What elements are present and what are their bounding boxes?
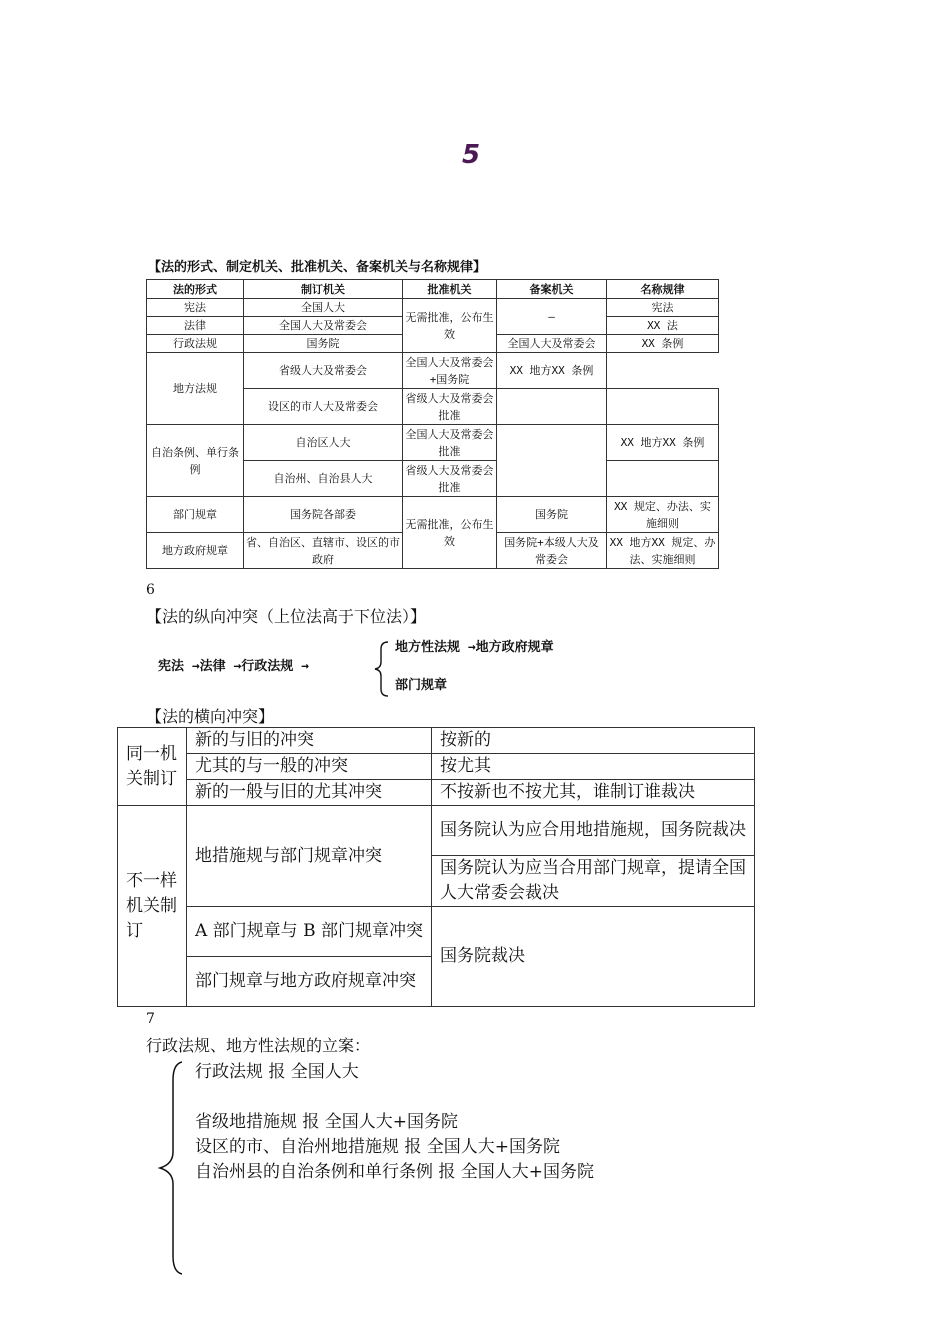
naming-cell xyxy=(607,461,719,497)
maker-cell: 全国人大 xyxy=(244,299,403,317)
form-cell: 法律 xyxy=(147,317,244,335)
naming-cell: XX 地方XX 条例 xyxy=(497,353,607,389)
section7-number: 7 xyxy=(146,1011,155,1027)
rule-cell: 国务院认为应当合用部门规章，提请全国人大常委会裁决 xyxy=(432,856,755,907)
table-header-row xyxy=(147,280,719,299)
table-row xyxy=(118,754,755,780)
maker-cell: 省、自治区、直辖市、设区的市政府 xyxy=(244,533,403,569)
table-row xyxy=(118,907,755,957)
approval-cell: 无需批准，公布生效 xyxy=(403,299,497,353)
case-cell: 尤其的与一般的冲突 xyxy=(187,754,432,780)
rule-cell: 按新的 xyxy=(432,728,755,754)
form-cell: 宪法 xyxy=(147,299,244,317)
maker-cell: 设区的市人大及常委会 xyxy=(244,389,403,425)
filing-item: 自治州县的自治条例和单行条例 报 全国人大+国务院 xyxy=(195,1162,595,1182)
case-cell: 新的与旧的冲突 xyxy=(187,728,432,754)
maker-cell: 自治区人大 xyxy=(244,425,403,461)
table-row xyxy=(147,299,719,317)
filing-cell: 国务院+本级人大及常委会 xyxy=(497,533,607,569)
approval-cell: 省级人大及常委会批准 xyxy=(403,389,497,425)
table-row xyxy=(147,353,719,389)
naming-cell: XX 地方XX 规定、办法、实施细则 xyxy=(607,533,719,569)
brace-icon xyxy=(156,1060,186,1276)
naming-cell: XX 地方XX 条例 xyxy=(607,425,719,461)
maker-cell: 国务院 xyxy=(244,335,403,353)
rule-cell: 不按新也不按尤其，谁制订谁裁决 xyxy=(432,780,755,806)
header-cell: 备案机关 xyxy=(497,280,607,299)
page-number: 5 xyxy=(462,140,481,170)
horizontal-title: 【法的横向冲突】 xyxy=(146,707,275,726)
rule-cell: 国务院裁决 xyxy=(432,907,755,1007)
table-row xyxy=(118,806,755,856)
approval-cell: 无需批准，公布生效 xyxy=(403,497,497,569)
form-cell: 地方政府规章 xyxy=(147,533,244,569)
form-cell: 自治条例、单行条例 xyxy=(147,425,244,497)
diff-org-cell: 不一样机关制订 xyxy=(118,806,187,1007)
maker-cell: 全国人大及常委会 xyxy=(244,317,403,335)
naming-cell: XX 规定、办法、实施细则 xyxy=(607,497,719,533)
section6-number: 6 xyxy=(146,582,155,598)
filing-item: 行政法规 报 全国人大 xyxy=(195,1062,359,1082)
section6-title: 【法的纵向冲突（上位法高于下位法）】 xyxy=(146,607,427,626)
brace-icon xyxy=(372,640,394,698)
header-cell: 制订机关 xyxy=(244,280,403,299)
same-org-cell: 同一机关制订 xyxy=(118,728,187,806)
rule-cell: 国务院认为应合用地措施规，国务院裁决 xyxy=(432,806,755,856)
header-cell: 名称规律 xyxy=(607,280,719,299)
header-cell: 法的形式 xyxy=(147,280,244,299)
table-row xyxy=(147,425,719,461)
naming-cell: XX 条例 xyxy=(607,335,719,353)
case-cell: 地措施规与部门规章冲突 xyxy=(187,806,432,907)
form-cell: 地方法规 xyxy=(147,353,244,425)
naming-cell xyxy=(607,389,719,425)
table-row xyxy=(118,780,755,806)
legal-forms-table xyxy=(146,279,719,569)
approval-cell: 全国人大及常委会批准 xyxy=(403,425,497,461)
filing-cell: 全国人大及常委会+国务院 xyxy=(403,353,497,389)
branch-top: 地方性法规 →地方政府规章 xyxy=(395,640,554,655)
table1-title: 【法的形式、制定机关、批准机关、备案机关与名称规律】 xyxy=(148,260,487,275)
horizontal-conflict-table xyxy=(117,727,755,1007)
filing-cell: 国务院 xyxy=(497,497,607,533)
filing-cell: – xyxy=(497,299,607,335)
branch-bottom: 部门规章 xyxy=(395,678,448,693)
section7-title: 行政法规、地方性法规的立案： xyxy=(146,1036,371,1055)
naming-cell: 宪法 xyxy=(607,299,719,317)
filing-cell xyxy=(497,425,607,497)
filing-item: 省级地措施规 报 全国人大+国务院 xyxy=(195,1112,459,1132)
rule-cell: 按尤其 xyxy=(432,754,755,780)
table-row xyxy=(118,728,755,754)
maker-cell: 省级人大及常委会 xyxy=(244,353,403,389)
naming-cell: XX 法 xyxy=(607,317,719,335)
approval-cell: 省级人大及常委会批准 xyxy=(403,461,497,497)
filing-cell: 全国人大及常委会 xyxy=(497,335,607,353)
filing-item: 设区的市、自治州地措施规 报 全国人大+国务院 xyxy=(195,1137,561,1157)
filing-cell xyxy=(497,389,607,425)
form-cell: 部门规章 xyxy=(147,497,244,533)
form-cell: 行政法规 xyxy=(147,335,244,353)
vertical-chain: 宪法 →法律 →行政法规 → xyxy=(158,659,309,674)
maker-cell: 国务院各部委 xyxy=(244,497,403,533)
header-cell: 批准机关 xyxy=(403,280,497,299)
case-cell: 新的一般与旧的尤其冲突 xyxy=(187,780,432,806)
case-cell: 部门规章与地方政府规章冲突 xyxy=(187,957,432,1007)
table-row xyxy=(147,497,719,533)
case-cell: A 部门规章与 B 部门规章冲突 xyxy=(187,907,432,957)
maker-cell: 自治州、自治县人大 xyxy=(244,461,403,497)
